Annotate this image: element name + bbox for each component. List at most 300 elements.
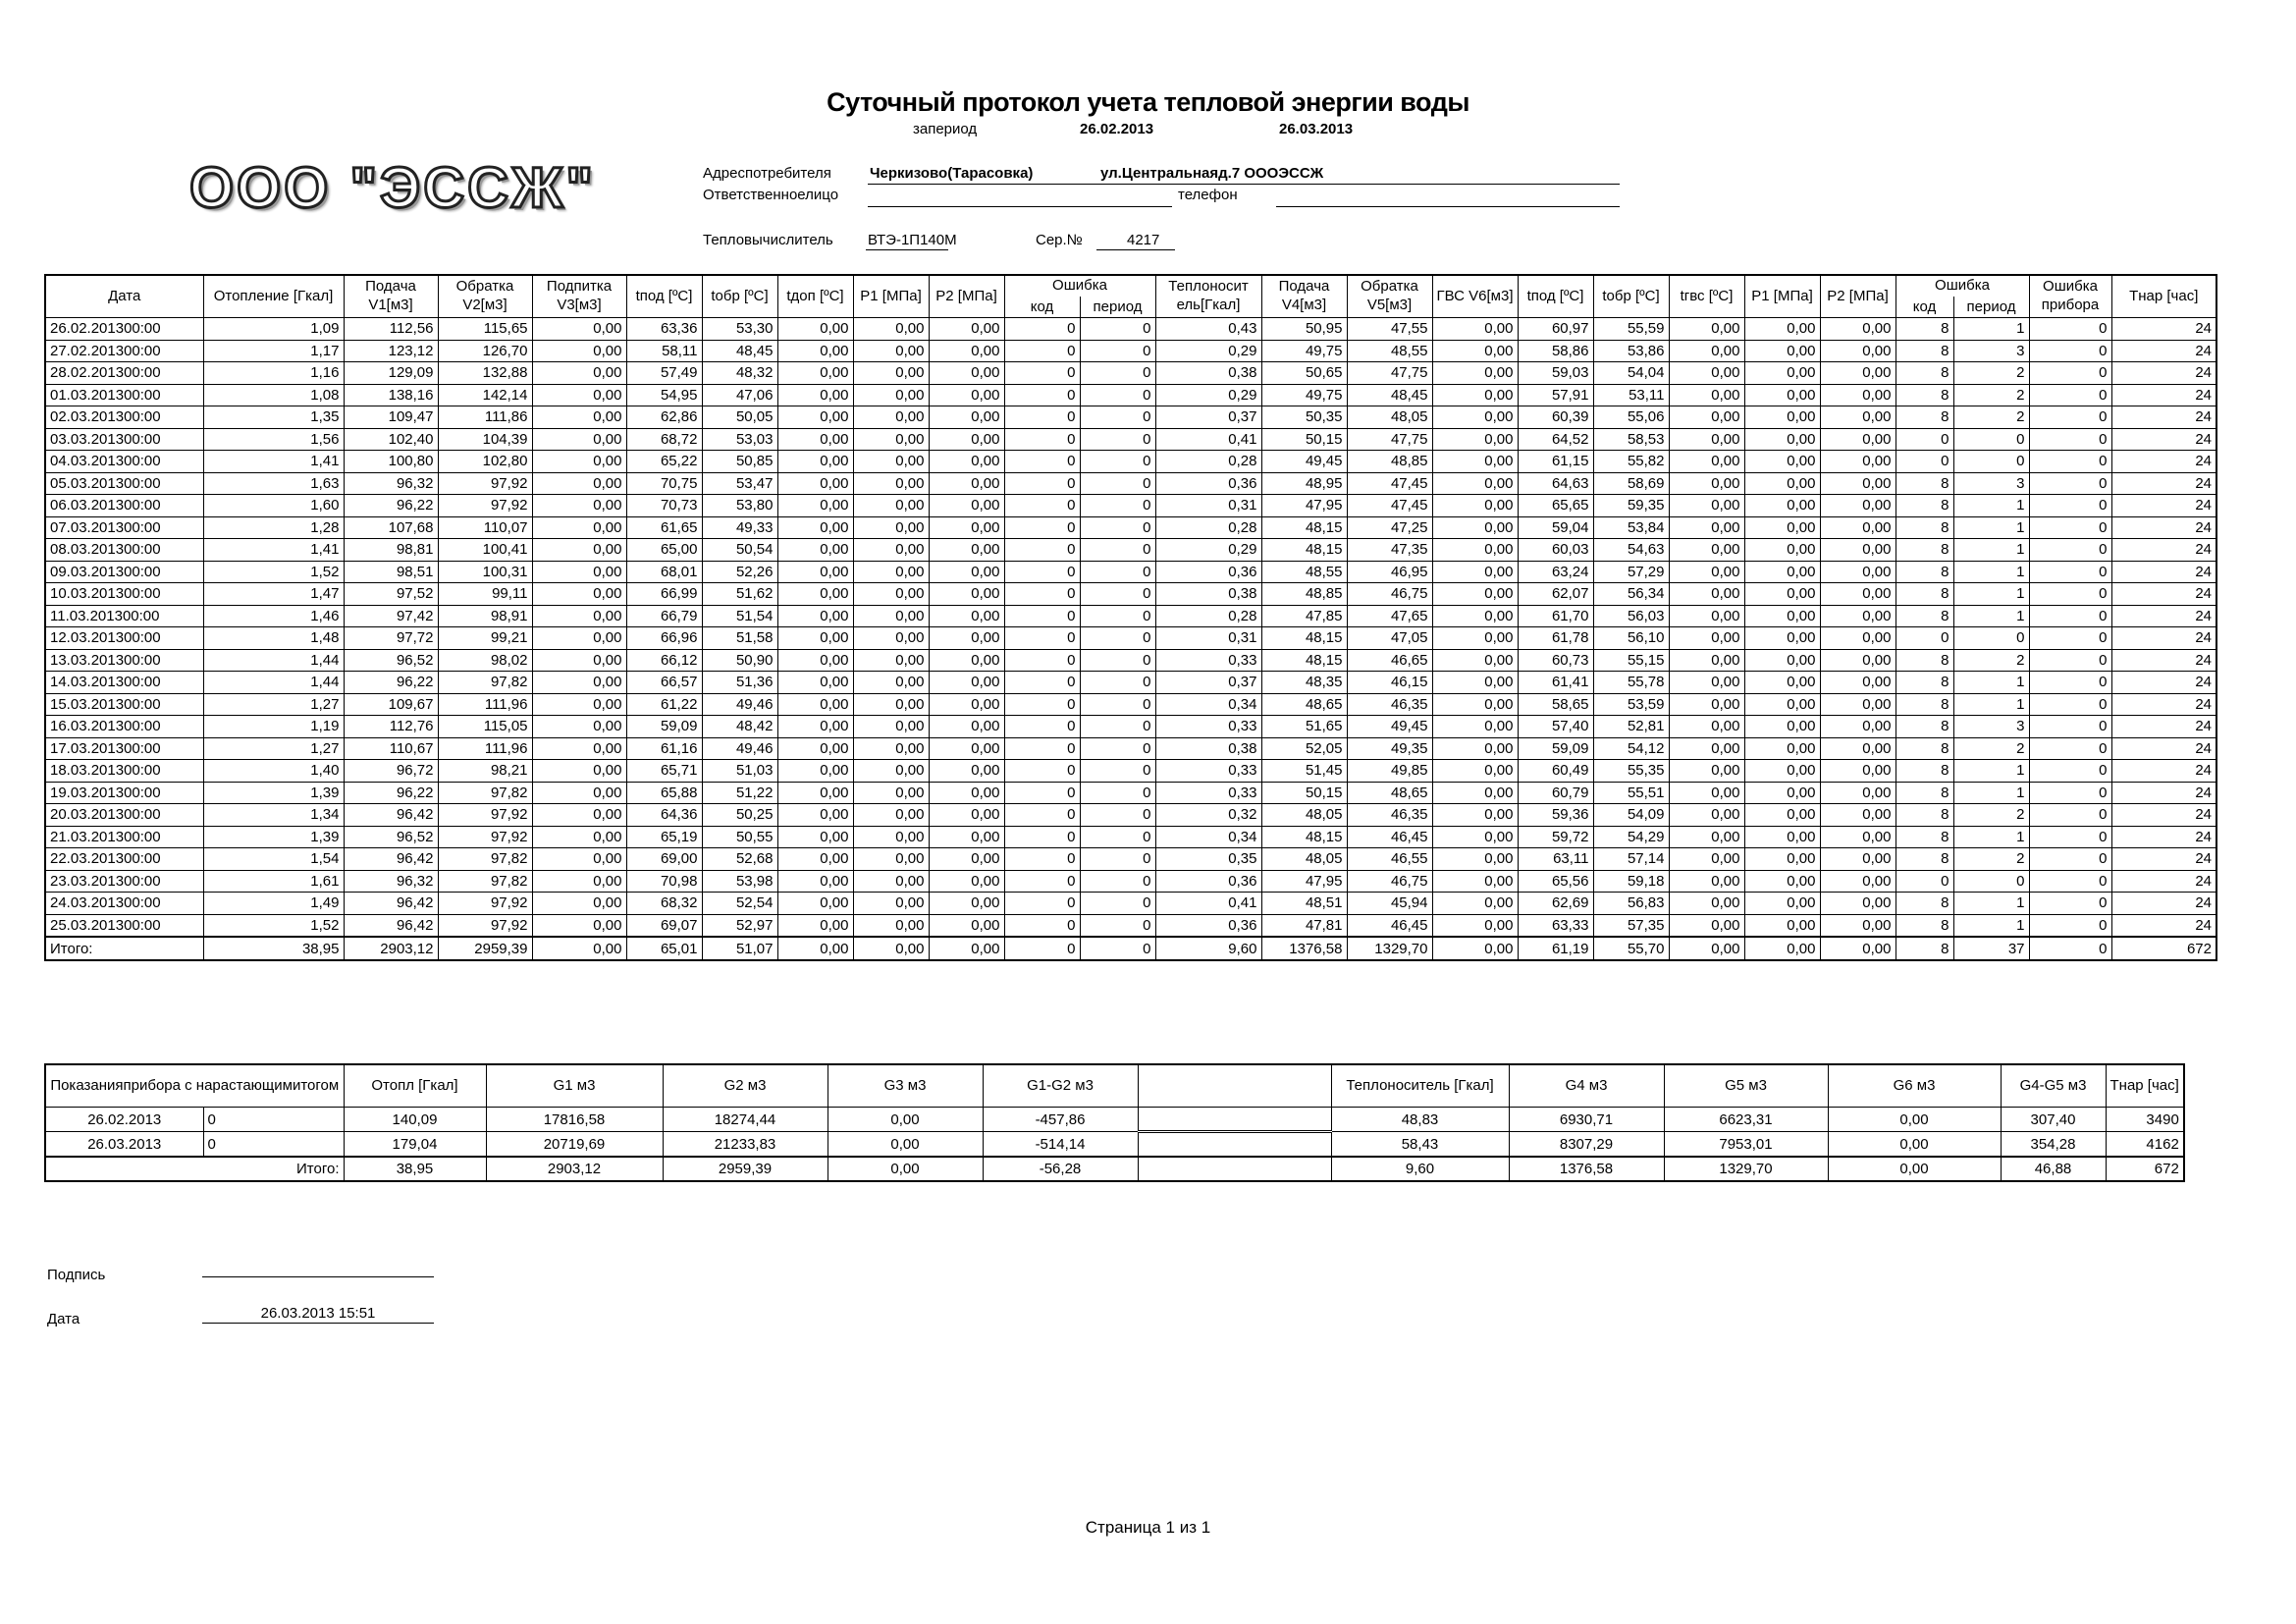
table-cell: 0,00 — [853, 495, 929, 517]
col-header: G4 м3 — [1509, 1064, 1664, 1108]
table-cell: 0 — [2029, 693, 2111, 716]
table-cell: 0,00 — [853, 672, 929, 694]
table-cell: 0 — [1004, 428, 1080, 451]
table-cell: 0,00 — [1744, 362, 1820, 385]
table-cell: 0,00 — [929, 472, 1004, 495]
row-date: 06.03.201300:00 — [45, 495, 203, 517]
table-cell: 0,00 — [777, 804, 853, 827]
table-cell: 1,08 — [203, 384, 344, 406]
total-cell: 9,60 — [1155, 937, 1261, 960]
table-cell: 57,29 — [1593, 561, 1669, 583]
col-header: Ошибка — [1004, 275, 1155, 297]
table-cell: 48,85 — [1261, 583, 1347, 606]
table-cell: 97,82 — [438, 672, 532, 694]
table-cell: 0,00 — [853, 826, 929, 848]
table-cell: 0 — [2029, 428, 2111, 451]
table-cell: 0,00 — [1744, 406, 1820, 429]
table-cell: 0,00 — [853, 384, 929, 406]
table-cell: 47,95 — [1261, 495, 1347, 517]
table-cell: 50,25 — [702, 804, 777, 827]
summary-cell: 179,04 — [344, 1132, 486, 1158]
summary-flag: 0 — [203, 1108, 344, 1132]
signature-label: Подпись — [47, 1267, 106, 1283]
row-date: 26.02.201300:00 — [45, 318, 203, 341]
table-row — [45, 583, 2216, 606]
table-cell: 0 — [1004, 649, 1080, 672]
table-cell: 2 — [1953, 362, 2029, 385]
table-cell: 0 — [1004, 561, 1080, 583]
table-cell: 24 — [2111, 693, 2216, 716]
row-date: 21.03.201300:00 — [45, 826, 203, 848]
table-cell: 0,00 — [1669, 693, 1744, 716]
table-cell: 0,37 — [1155, 672, 1261, 694]
total-cell: 37 — [1953, 937, 2029, 960]
table-cell: 0,37 — [1155, 406, 1261, 429]
col-header: P2 [МПа] — [1820, 275, 1896, 318]
table-cell: 65,88 — [626, 782, 702, 804]
row-date: 09.03.201300:00 — [45, 561, 203, 583]
table-cell: 0 — [1004, 693, 1080, 716]
table-cell: 0 — [2029, 384, 2111, 406]
table-cell: 0,00 — [1669, 893, 1744, 915]
table-cell: 0,00 — [1820, 583, 1896, 606]
summary-total-label: Итого: — [45, 1157, 344, 1181]
summary-cell: 3490 — [2106, 1108, 2184, 1132]
summary-cell: 8307,29 — [1509, 1132, 1664, 1158]
table-cell: 102,40 — [344, 428, 438, 451]
row-date: 23.03.201300:00 — [45, 870, 203, 893]
table-cell: 0,00 — [1820, 516, 1896, 539]
table-cell: 8 — [1896, 561, 1953, 583]
table-cell: 1 — [1953, 826, 2029, 848]
total-row — [45, 937, 2216, 960]
table-cell: 132,88 — [438, 362, 532, 385]
table-cell: 61,70 — [1518, 605, 1593, 627]
table-cell: 126,70 — [438, 340, 532, 362]
table-cell: 0,00 — [1820, 737, 1896, 760]
table-cell: 47,75 — [1347, 428, 1432, 451]
table-cell: 0,36 — [1155, 914, 1261, 937]
table-cell: 58,65 — [1518, 693, 1593, 716]
table-cell: 0,00 — [777, 495, 853, 517]
total-label: Итого: — [45, 937, 203, 960]
table-cell: 0,00 — [777, 914, 853, 937]
table-cell: 48,15 — [1261, 826, 1347, 848]
table-cell: 0,00 — [1432, 539, 1518, 562]
table-cell: 0,34 — [1155, 693, 1261, 716]
table-cell: 51,62 — [702, 583, 777, 606]
table-cell: 0 — [1080, 693, 1155, 716]
table-cell: 24 — [2111, 848, 2216, 871]
table-row — [45, 672, 2216, 694]
table-cell: 24 — [2111, 340, 2216, 362]
table-cell: 0 — [2029, 782, 2111, 804]
table-cell: 0,00 — [532, 516, 626, 539]
table-cell: 0,00 — [532, 451, 626, 473]
table-cell: 60,73 — [1518, 649, 1593, 672]
table-cell: 24 — [2111, 561, 2216, 583]
table-cell: 24 — [2111, 716, 2216, 738]
table-cell: 0,00 — [777, 649, 853, 672]
table-cell: 0 — [1080, 627, 1155, 650]
table-cell: 0 — [1080, 804, 1155, 827]
table-cell: 0,00 — [1669, 649, 1744, 672]
table-cell: 24 — [2111, 870, 2216, 893]
table-cell: 59,35 — [1593, 495, 1669, 517]
table-cell: 0,00 — [1669, 826, 1744, 848]
summary-cell: 48,83 — [1331, 1108, 1509, 1132]
summary-total-row — [45, 1157, 2184, 1181]
summary-cell: 140,09 — [344, 1108, 486, 1132]
table-cell: 111,96 — [438, 737, 532, 760]
row-date: 24.03.201300:00 — [45, 893, 203, 915]
table-cell: 104,39 — [438, 428, 532, 451]
period-to: 26.03.2013 — [1279, 121, 1354, 137]
col-header: Отопл [Гкал] — [344, 1064, 486, 1108]
summary-cell: 6623,31 — [1664, 1108, 1828, 1132]
table-cell: 1,17 — [203, 340, 344, 362]
table-cell: 1 — [1953, 318, 2029, 341]
table-cell: 46,65 — [1347, 649, 1432, 672]
table-cell: 1,54 — [203, 848, 344, 871]
table-cell: 24 — [2111, 362, 2216, 385]
table-cell: 138,16 — [344, 384, 438, 406]
table-cell: 0,00 — [1820, 672, 1896, 694]
table-cell: 24 — [2111, 605, 2216, 627]
table-cell: 2 — [1953, 848, 2029, 871]
table-cell: 0,38 — [1155, 362, 1261, 385]
table-cell: 0 — [1080, 516, 1155, 539]
total-cell: 1376,58 — [1261, 937, 1347, 960]
table-cell: 24 — [2111, 893, 2216, 915]
table-cell: 68,72 — [626, 428, 702, 451]
table-cell: 0,00 — [532, 561, 626, 583]
table-cell: 24 — [2111, 826, 2216, 848]
summary-date: 26.03.2013 — [45, 1132, 203, 1158]
table-cell: 97,92 — [438, 914, 532, 937]
table-cell: 0 — [1896, 870, 1953, 893]
table-cell: 24 — [2111, 737, 2216, 760]
table-cell: 0,00 — [853, 893, 929, 915]
table-cell: 0,00 — [929, 539, 1004, 562]
table-cell: 0 — [1953, 428, 2029, 451]
row-date: 15.03.201300:00 — [45, 693, 203, 716]
table-cell: 0,00 — [532, 472, 626, 495]
table-cell: 0,00 — [929, 362, 1004, 385]
table-cell: 52,54 — [702, 893, 777, 915]
summary-total-cell: 672 — [2106, 1157, 2184, 1181]
col-header: Дата — [45, 275, 203, 318]
table-row — [45, 516, 2216, 539]
table-cell: 0,00 — [777, 672, 853, 694]
table-cell: 0 — [1004, 583, 1080, 606]
table-cell: 0 — [1080, 605, 1155, 627]
table-cell: 0,00 — [1669, 516, 1744, 539]
table-cell: 0,00 — [853, 782, 929, 804]
row-date: 27.02.201300:00 — [45, 340, 203, 362]
row-date: 25.03.201300:00 — [45, 914, 203, 937]
table-cell: 62,86 — [626, 406, 702, 429]
table-cell: 0,00 — [1432, 716, 1518, 738]
table-cell: 0,36 — [1155, 561, 1261, 583]
table-cell: 0,36 — [1155, 870, 1261, 893]
table-cell: 0,00 — [1432, 826, 1518, 848]
table-cell: 1 — [1953, 539, 2029, 562]
table-cell: 0,00 — [929, 672, 1004, 694]
table-cell: 1 — [1953, 914, 2029, 937]
summary-cell: 18274,44 — [663, 1108, 828, 1132]
date-label: Дата — [47, 1311, 80, 1327]
table-cell: 61,15 — [1518, 451, 1593, 473]
table-cell: 48,65 — [1347, 782, 1432, 804]
table-cell: 0,00 — [532, 340, 626, 362]
table-cell: 49,46 — [702, 693, 777, 716]
table-cell: 49,35 — [1347, 737, 1432, 760]
table-cell: 8 — [1896, 893, 1953, 915]
table-cell: 57,14 — [1593, 848, 1669, 871]
table-cell: 48,15 — [1261, 627, 1347, 650]
row-date: 01.03.201300:00 — [45, 384, 203, 406]
table-cell: 0 — [1953, 451, 2029, 473]
table-cell: 0,32 — [1155, 804, 1261, 827]
col-header: Подпитка V3[м3] — [532, 275, 626, 318]
table-cell: 0,00 — [1669, 848, 1744, 871]
table-row — [45, 649, 2216, 672]
table-cell: 0,00 — [1669, 870, 1744, 893]
table-cell: 0 — [1080, 340, 1155, 362]
table-cell: 0,00 — [1432, 340, 1518, 362]
table-cell: 0 — [1080, 826, 1155, 848]
summary-cell: 58,43 — [1331, 1132, 1509, 1158]
table-cell: 0 — [1004, 406, 1080, 429]
table-row — [45, 451, 2216, 473]
table-cell: 0,00 — [777, 716, 853, 738]
summary-total-cell: -56,28 — [983, 1157, 1138, 1181]
table-cell: 96,52 — [344, 649, 438, 672]
table-cell: 64,52 — [1518, 428, 1593, 451]
table-row — [45, 428, 2216, 451]
total-cell: 0,00 — [1669, 937, 1744, 960]
table-cell: 66,12 — [626, 649, 702, 672]
table-cell: 0,00 — [1669, 914, 1744, 937]
table-cell: 97,82 — [438, 848, 532, 871]
table-row — [45, 384, 2216, 406]
table-cell: 1 — [1953, 561, 2029, 583]
table-cell: 0 — [2029, 495, 2111, 517]
table-cell: 1,63 — [203, 472, 344, 495]
table-cell: 0,00 — [1820, 826, 1896, 848]
col-header: P1 [МПа] — [1744, 275, 1820, 318]
daily-readings-table — [44, 274, 2217, 961]
table-cell: 0 — [1080, 737, 1155, 760]
table-cell: 0,00 — [1669, 495, 1744, 517]
summary-flag: 0 — [203, 1132, 344, 1158]
table-cell: 0,00 — [1744, 672, 1820, 694]
table-cell: 0,00 — [853, 760, 929, 783]
table-cell: 0,29 — [1155, 340, 1261, 362]
table-cell: 24 — [2111, 428, 2216, 451]
table-cell: 54,04 — [1593, 362, 1669, 385]
table-cell: 0,00 — [532, 716, 626, 738]
table-cell: 0,00 — [853, 649, 929, 672]
summary-cell: 307,40 — [2001, 1108, 2106, 1132]
main-table-header — [45, 275, 2216, 297]
table-cell: 0,00 — [532, 649, 626, 672]
table-cell: 50,35 — [1261, 406, 1347, 429]
table-cell: 0 — [1004, 893, 1080, 915]
table-cell: 69,00 — [626, 848, 702, 871]
table-cell: 0 — [2029, 561, 2111, 583]
table-cell: 1,39 — [203, 826, 344, 848]
table-cell: 0,00 — [1820, 693, 1896, 716]
table-cell: 0,00 — [1669, 472, 1744, 495]
table-cell: 58,69 — [1593, 472, 1669, 495]
table-cell: 0,00 — [1744, 318, 1820, 341]
table-cell: 65,56 — [1518, 870, 1593, 893]
table-cell: 53,84 — [1593, 516, 1669, 539]
table-cell: 97,82 — [438, 870, 532, 893]
table-cell: 0,31 — [1155, 627, 1261, 650]
table-cell: 0 — [1080, 428, 1155, 451]
table-cell: 0 — [1080, 782, 1155, 804]
total-cell: 8 — [1896, 937, 1953, 960]
table-cell: 0,00 — [1432, 472, 1518, 495]
table-cell: 0,00 — [1432, 627, 1518, 650]
table-cell: 109,67 — [344, 693, 438, 716]
table-cell: 48,32 — [702, 362, 777, 385]
table-cell: 0,00 — [777, 870, 853, 893]
table-cell: 142,14 — [438, 384, 532, 406]
table-cell: 58,86 — [1518, 340, 1593, 362]
table-cell: 0 — [1080, 561, 1155, 583]
table-cell: 0 — [1004, 605, 1080, 627]
table-cell: 0,00 — [1820, 804, 1896, 827]
table-cell: 0,00 — [777, 340, 853, 362]
table-cell: 0 — [2029, 672, 2111, 694]
table-cell: 70,75 — [626, 472, 702, 495]
summary-row — [45, 1108, 2184, 1132]
table-cell: 97,42 — [344, 605, 438, 627]
table-cell: 96,42 — [344, 914, 438, 937]
total-cell: 672 — [2111, 937, 2216, 960]
table-cell: 24 — [2111, 472, 2216, 495]
table-cell: 24 — [2111, 672, 2216, 694]
table-cell: 0 — [1004, 495, 1080, 517]
table-cell: 0,00 — [1820, 760, 1896, 783]
table-cell: 8 — [1896, 716, 1953, 738]
serial-number: 4217 — [1127, 232, 1160, 248]
table-cell: 47,85 — [1261, 605, 1347, 627]
table-cell: 0,00 — [1744, 716, 1820, 738]
table-cell: 56,03 — [1593, 605, 1669, 627]
table-cell: 64,36 — [626, 804, 702, 827]
table-cell: 0,41 — [1155, 428, 1261, 451]
phone-label: телефон — [1178, 187, 1238, 203]
table-cell: 0 — [1080, 384, 1155, 406]
table-cell: 0 — [1080, 893, 1155, 915]
table-cell: 24 — [2111, 318, 2216, 341]
table-cell: 52,26 — [702, 561, 777, 583]
table-cell: 0 — [1004, 451, 1080, 473]
table-cell: 1 — [1953, 672, 2029, 694]
table-cell: 63,11 — [1518, 848, 1593, 871]
row-date: 14.03.201300:00 — [45, 672, 203, 694]
table-cell: 56,34 — [1593, 583, 1669, 606]
table-cell: 0,00 — [777, 428, 853, 451]
summary-total-cell: 2903,12 — [486, 1157, 663, 1181]
table-row — [45, 627, 2216, 650]
table-cell: 0,00 — [532, 384, 626, 406]
col-header: Обратка V5[м3] — [1347, 275, 1432, 318]
row-date: 08.03.201300:00 — [45, 539, 203, 562]
table-cell: 55,51 — [1593, 782, 1669, 804]
table-cell: 0,38 — [1155, 737, 1261, 760]
table-cell: 0,00 — [1669, 561, 1744, 583]
table-cell: 1,39 — [203, 782, 344, 804]
table-cell: 66,79 — [626, 605, 702, 627]
table-cell: 0,28 — [1155, 451, 1261, 473]
table-cell: 0,00 — [1432, 362, 1518, 385]
col-header: Тнар [час] — [2111, 275, 2216, 318]
table-cell: 48,45 — [1347, 384, 1432, 406]
table-cell: 48,55 — [1261, 561, 1347, 583]
col-header: Обратка V2[м3] — [438, 275, 532, 318]
table-row — [45, 693, 2216, 716]
table-cell: 0 — [1080, 760, 1155, 783]
table-cell: 52,81 — [1593, 716, 1669, 738]
table-cell: 68,32 — [626, 893, 702, 915]
table-cell: 0,00 — [1820, 848, 1896, 871]
table-cell: 8 — [1896, 472, 1953, 495]
table-cell: 47,45 — [1347, 495, 1432, 517]
table-cell: 0,00 — [777, 516, 853, 539]
table-cell: 96,22 — [344, 782, 438, 804]
table-cell: 0,00 — [1820, 914, 1896, 937]
table-cell: 96,22 — [344, 672, 438, 694]
total-cell: 51,07 — [702, 937, 777, 960]
total-cell: 2903,12 — [344, 937, 438, 960]
table-cell: 0,00 — [1432, 737, 1518, 760]
table-cell: 0 — [2029, 716, 2111, 738]
col-header: G2 м3 — [663, 1064, 828, 1108]
table-cell: 0,00 — [1669, 318, 1744, 341]
table-cell: 1,52 — [203, 561, 344, 583]
table-cell: 53,59 — [1593, 693, 1669, 716]
summary-cell: 354,28 — [2001, 1132, 2106, 1158]
table-cell: 55,06 — [1593, 406, 1669, 429]
table-cell: 0,34 — [1155, 826, 1261, 848]
table-cell: 0,00 — [532, 672, 626, 694]
total-cell: 0,00 — [1820, 937, 1896, 960]
table-cell: 0,00 — [1744, 583, 1820, 606]
table-cell: 0,00 — [777, 406, 853, 429]
table-cell: 0,00 — [1744, 561, 1820, 583]
table-cell: 0,00 — [1744, 782, 1820, 804]
table-cell: 53,11 — [1593, 384, 1669, 406]
table-cell: 8 — [1896, 826, 1953, 848]
table-cell: 0,00 — [532, 318, 626, 341]
table-cell: 0,00 — [929, 737, 1004, 760]
table-cell: 0 — [1004, 914, 1080, 937]
table-cell: 0,00 — [1820, 406, 1896, 429]
table-cell: 2 — [1953, 406, 2029, 429]
table-cell: 1 — [1953, 760, 2029, 783]
table-cell: 0 — [1080, 495, 1155, 517]
table-cell: 0,43 — [1155, 318, 1261, 341]
table-cell: 0,00 — [1669, 782, 1744, 804]
table-cell: 47,06 — [702, 384, 777, 406]
table-cell: 55,82 — [1593, 451, 1669, 473]
